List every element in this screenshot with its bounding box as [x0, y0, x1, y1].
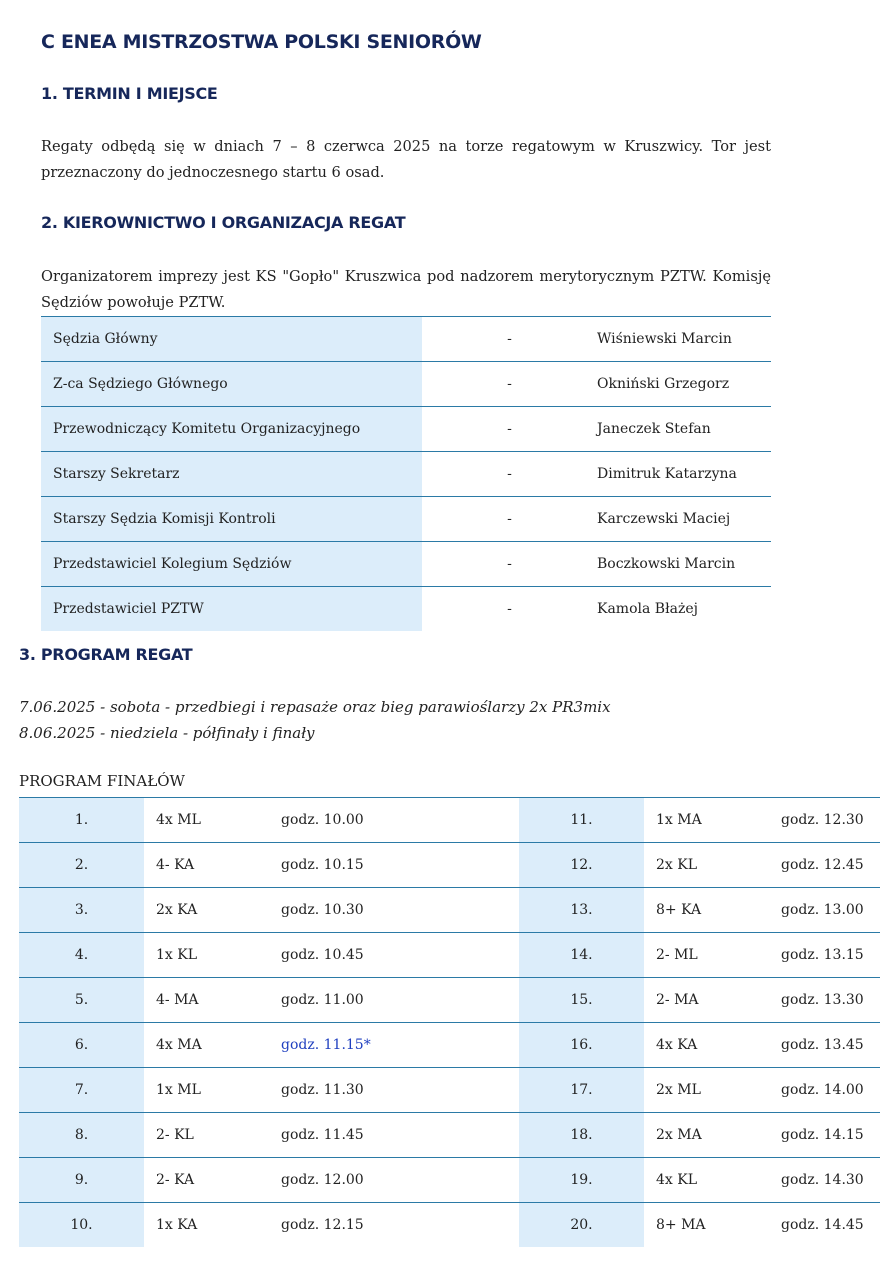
section-3-heading: 3. PROGRAM REGAT	[19, 645, 193, 664]
final-time: godz. 11.30	[281, 1068, 519, 1113]
final-row	[19, 843, 880, 888]
final-row	[19, 1158, 880, 1203]
final-number: 9.	[19, 1158, 144, 1203]
final-number: 2.	[19, 843, 144, 888]
final-time: godz. 10.45	[281, 933, 519, 978]
final-number: 6.	[19, 1023, 144, 1068]
section-1-heading: 1. TERMIN I MIEJSCE	[41, 84, 218, 103]
final-row	[19, 1113, 880, 1158]
official-row	[41, 587, 771, 632]
final-boat: 1x ML	[144, 1068, 281, 1113]
final-boat: 2x ML	[644, 1068, 781, 1113]
finals-title: PROGRAM FINAŁÓW	[19, 772, 185, 790]
official-role: Starszy Sekretarz	[41, 452, 422, 497]
official-dash: -	[422, 497, 597, 542]
final-number: 11.	[519, 798, 644, 843]
final-number: 19.	[519, 1158, 644, 1203]
final-number: 18.	[519, 1113, 644, 1158]
official-dash: -	[422, 452, 597, 497]
section-2-heading: 2. KIEROWNICTWO I ORGANIZACJA REGAT	[41, 213, 406, 232]
final-boat: 2x KA	[144, 888, 281, 933]
final-boat: 1x KA	[144, 1203, 281, 1248]
final-time: godz. 14.15	[781, 1113, 880, 1158]
final-number: 4.	[19, 933, 144, 978]
final-time: godz. 13.00	[781, 888, 880, 933]
official-name: Dimitruk Katarzyna	[597, 452, 771, 497]
official-role: Sędzia Główny	[41, 317, 422, 362]
final-boat: 2x KL	[644, 843, 781, 888]
official-dash: -	[422, 362, 597, 407]
final-boat: 4- MA	[144, 978, 281, 1023]
official-dash: -	[422, 407, 597, 452]
final-time: godz. 10.15	[281, 843, 519, 888]
final-row	[19, 888, 880, 933]
final-boat: 1x MA	[644, 798, 781, 843]
final-time: godz. 11.00	[281, 978, 519, 1023]
official-dash: -	[422, 542, 597, 587]
final-boat: 4x ML	[144, 798, 281, 843]
final-time: godz. 12.15	[281, 1203, 519, 1248]
section-1-text: Regaty odbędą się w dniach 7 – 8 czerwca 2025 na torze regatowym w Kruszwicy. Tor jest przeznaczony do jednoczesnego startu 6 osad.	[41, 138, 771, 181]
official-role: Przewodniczący Komitetu Organizacyjnego	[41, 407, 422, 452]
final-time: godz. 13.30	[781, 978, 880, 1023]
final-number: 1.	[19, 798, 144, 843]
program-day-2: 8.06.2025 - niedziela - półfinały i finały	[19, 724, 315, 742]
page-title: C ENEA MISTRZOSTWA POLSKI SENIORÓW	[41, 31, 482, 53]
final-boat: 4x KL	[644, 1158, 781, 1203]
final-boat: 2- MA	[644, 978, 781, 1023]
final-number: 12.	[519, 843, 644, 888]
final-time: godz. 13.45	[781, 1023, 880, 1068]
final-time: godz. 10.30	[281, 888, 519, 933]
final-time: godz. 12.45	[781, 843, 880, 888]
final-row	[19, 1023, 880, 1068]
final-number: 14.	[519, 933, 644, 978]
final-number: 15.	[519, 978, 644, 1023]
final-time: godz. 12.30	[781, 798, 880, 843]
final-time: godz. 14.30	[781, 1158, 880, 1203]
final-boat: 1x KL	[144, 933, 281, 978]
final-number: 7.	[19, 1068, 144, 1113]
official-role: Z-ca Sędziego Głównego	[41, 362, 422, 407]
final-time: godz. 14.45	[781, 1203, 880, 1248]
official-dash: -	[422, 317, 597, 362]
official-row	[41, 362, 771, 407]
final-boat: 2- ML	[644, 933, 781, 978]
final-number: 10.	[19, 1203, 144, 1248]
official-name: Janeczek Stefan	[597, 407, 771, 452]
official-role: Przedstawiciel Kolegium Sędziów	[41, 542, 422, 587]
final-boat: 2x MA	[644, 1113, 781, 1158]
official-name: Okniński Grzegorz	[597, 362, 771, 407]
official-dash: -	[422, 587, 597, 632]
final-number: 8.	[19, 1113, 144, 1158]
final-boat: 8+ KA	[644, 888, 781, 933]
finals-table	[19, 797, 880, 1247]
final-time: godz. 10.00	[281, 798, 519, 843]
official-row	[41, 452, 771, 497]
final-row	[19, 798, 880, 843]
final-time: godz. 11.45	[281, 1113, 519, 1158]
final-time: godz. 11.15*	[281, 1023, 519, 1068]
final-row	[19, 1203, 880, 1248]
final-number: 5.	[19, 978, 144, 1023]
program-days	[19, 694, 611, 746]
officials-table	[41, 316, 771, 631]
final-number: 16.	[519, 1023, 644, 1068]
final-row	[19, 933, 880, 978]
final-time: godz. 12.00	[281, 1158, 519, 1203]
final-boat: 4x KA	[644, 1023, 781, 1068]
final-time: godz. 14.00	[781, 1068, 880, 1113]
official-name: Boczkowski Marcin	[597, 542, 771, 587]
final-boat: 2- KA	[144, 1158, 281, 1203]
final-number: 20.	[519, 1203, 644, 1248]
final-number: 17.	[519, 1068, 644, 1113]
official-row	[41, 407, 771, 452]
final-boat: 4x MA	[144, 1023, 281, 1068]
final-boat: 4- KA	[144, 843, 281, 888]
official-role: Starszy Sędzia Komisji Kontroli	[41, 497, 422, 542]
official-row	[41, 317, 771, 362]
official-name: Wiśniewski Marcin	[597, 317, 771, 362]
official-name: Kamola Błażej	[597, 587, 771, 632]
final-boat: 2- KL	[144, 1113, 281, 1158]
program-day-1: 7.06.2025 - sobota - przedbiegi i repasaże oraz bieg parawioślarzy 2x PR3mix	[19, 698, 611, 716]
official-row	[41, 542, 771, 587]
official-name: Karczewski Maciej	[597, 497, 771, 542]
final-time: godz. 13.15	[781, 933, 880, 978]
official-row	[41, 497, 771, 542]
final-number: 13.	[519, 888, 644, 933]
final-row	[19, 1068, 880, 1113]
official-role: Przedstawiciel PZTW	[41, 587, 422, 632]
final-row	[19, 978, 880, 1023]
final-boat: 8+ MA	[644, 1203, 781, 1248]
section-2-text: Organizatorem imprezy jest KS "Gopło" Kruszwica pod nadzorem merytorycznym PZTW. Komisję Sędziów powołuje PZTW.	[41, 268, 771, 311]
final-number: 3.	[19, 888, 144, 933]
